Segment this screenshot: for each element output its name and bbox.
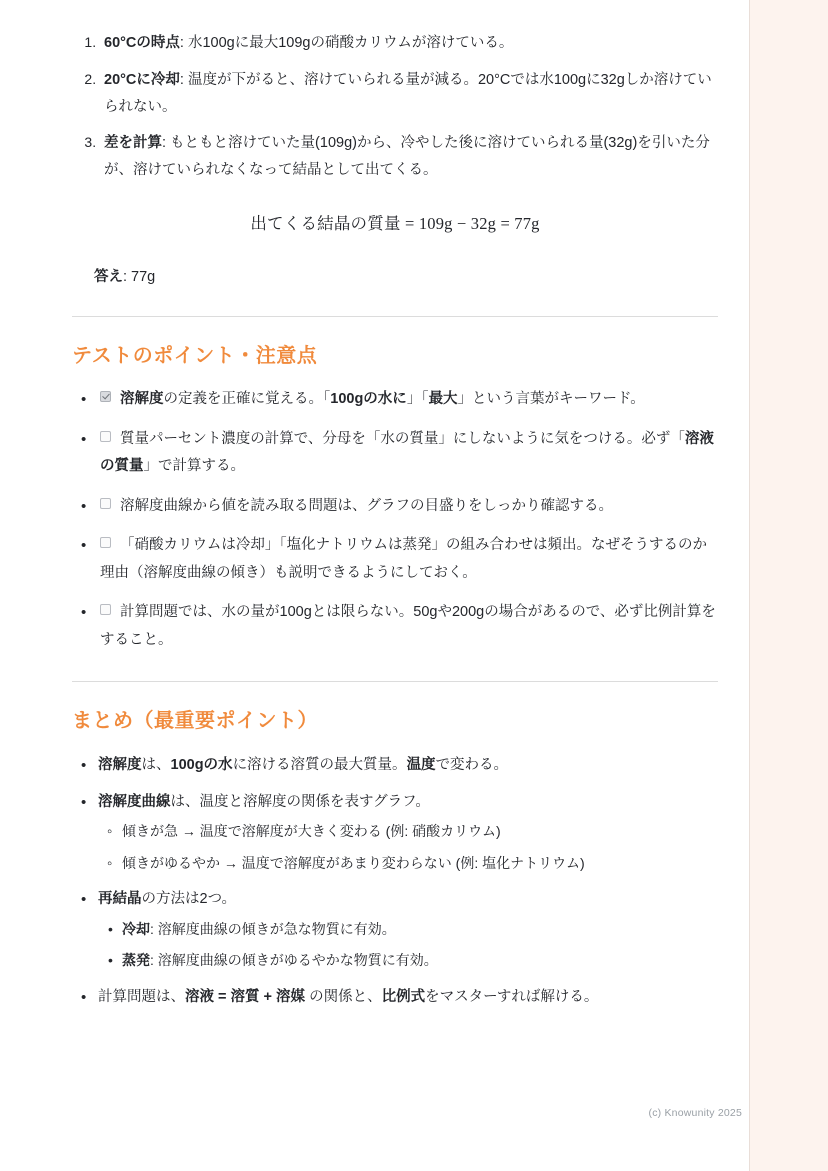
list-item [100, 67, 718, 121]
item-text: 溶解度曲線から値を読み取る問題は、グラフの目盛りをしっかり確認する。 [120, 497, 613, 514]
item-text: : 溶解度曲線の傾きがゆるやかな物質に有効。 [150, 952, 438, 969]
list-item [98, 885, 718, 973]
section-heading-summary: まとめ（最重要ポイント） [72, 709, 318, 732]
section-heading-test-points: テストのポイント・注意点 [72, 345, 318, 368]
list-item [122, 947, 718, 974]
formula-block: 出てくる結晶の質量 = 109g − 32g = 77g [250, 214, 540, 234]
list-item [98, 532, 718, 587]
item-text: の方法は2つ。 [141, 891, 236, 908]
item-text: 」「 [406, 391, 429, 408]
term-bold: 冷却 [122, 920, 150, 937]
term-bold: 最大 [428, 391, 458, 408]
divider [72, 681, 718, 682]
item-text: で変わる。 [435, 756, 509, 773]
step-text: : 水100gに最大109gの硝酸カリウムが溶けている。 [179, 35, 514, 51]
checkbox-checked-icon[interactable] [100, 391, 111, 402]
answer-value: : 77g [123, 269, 156, 286]
list-item [122, 916, 718, 943]
answer-line [94, 264, 718, 290]
list-item: ◦ 傾きが急 → 温度で溶解度が大きく変わる (例: 硝酸カリウム) [122, 818, 718, 845]
term-bold: 溶解度 [98, 756, 142, 773]
term-bold: 再結晶 [98, 891, 142, 908]
checkbox-icon[interactable] [100, 431, 111, 442]
summary-sublist [98, 818, 718, 876]
step-text: : 温度が下がると、溶けていられる量が減る。20°Cでは水100gに32gしか溶けていられない。 [104, 71, 712, 115]
list-item [98, 983, 718, 1011]
step-label: 60°Cの時点 [104, 35, 180, 51]
term-bold: 溶解度曲線 [98, 793, 171, 810]
term-bold: 溶液の質量 [100, 430, 714, 475]
item-text: は、 [141, 756, 171, 773]
list-item [98, 788, 718, 876]
term-bold: 溶液 = 溶質 + 溶媒 [185, 988, 306, 1005]
term-bold: 比例式 [381, 988, 426, 1005]
item-text: の定義を正確に覚える。「 [163, 391, 331, 408]
term-bold: 溶解度 [120, 391, 164, 408]
item-text: の関係と、 [305, 988, 382, 1005]
list-item [100, 130, 718, 184]
answer-label: 答え [94, 269, 123, 286]
term-bold: 100gの水 [170, 756, 233, 773]
list-item [98, 493, 718, 521]
test-points-list [72, 386, 718, 654]
checkbox-icon[interactable] [100, 537, 111, 548]
item-text: 質量パーセント濃度の計算で、分母を「水の質量」にしないように気をつける。必ず「 [120, 430, 685, 447]
item-text: 計算問題は、 [98, 988, 185, 1005]
solution-steps-list [72, 30, 718, 184]
step-label: 差を計算 [104, 135, 162, 152]
term-bold: 蒸発 [122, 952, 150, 969]
step-text: : もともと溶けていた量(109g)から、冷やした後に溶けていられる量(32g)を引いた分が、溶けていられなくなって結晶として出てくる。 [104, 135, 710, 179]
item-text: 」で計算する。 [143, 458, 245, 475]
item-text: 計算問題では、水の量が100gとは限らない。50gや200gの場合があるので、必ず比例計算をすること。 [100, 604, 716, 648]
list-item [98, 751, 718, 779]
term-bold: 100gの水に [330, 391, 407, 408]
list-item [98, 386, 718, 414]
summary-list [72, 751, 718, 1011]
item-text: 」という言葉がキーワード。 [457, 391, 645, 408]
summary-sublist [98, 916, 718, 974]
footer-copyright: (c) Knowunity 2025 [648, 1107, 742, 1119]
item-text: をマスターすれば解ける。 [425, 988, 599, 1005]
divider [72, 316, 718, 317]
step-label: 20°Cに冷却 [104, 71, 180, 88]
checkbox-icon[interactable] [100, 498, 111, 509]
list-item [100, 30, 718, 57]
list-item [98, 599, 718, 654]
list-item: ◦ 傾きがゆるやか → 温度で溶解度があまり変わらない (例: 塩化ナトリウム) [122, 850, 718, 877]
item-text: に溶ける溶質の最大質量。 [232, 756, 407, 773]
term-bold: 温度 [406, 756, 436, 773]
checkbox-icon[interactable] [100, 604, 111, 615]
item-text: : 溶解度曲線の傾きが急な物質に有効。 [150, 920, 396, 937]
item-text: 「硝酸カリウムは冷却」「塩化ナトリウムは蒸発」の組み合わせは頻出。なぜそうするのか理由（溶解度曲線の傾き）も説明できるようにしておく。 [100, 537, 707, 581]
item-text: は、温度と溶解度の関係を表すグラフ。 [170, 793, 430, 810]
list-item [98, 426, 718, 481]
